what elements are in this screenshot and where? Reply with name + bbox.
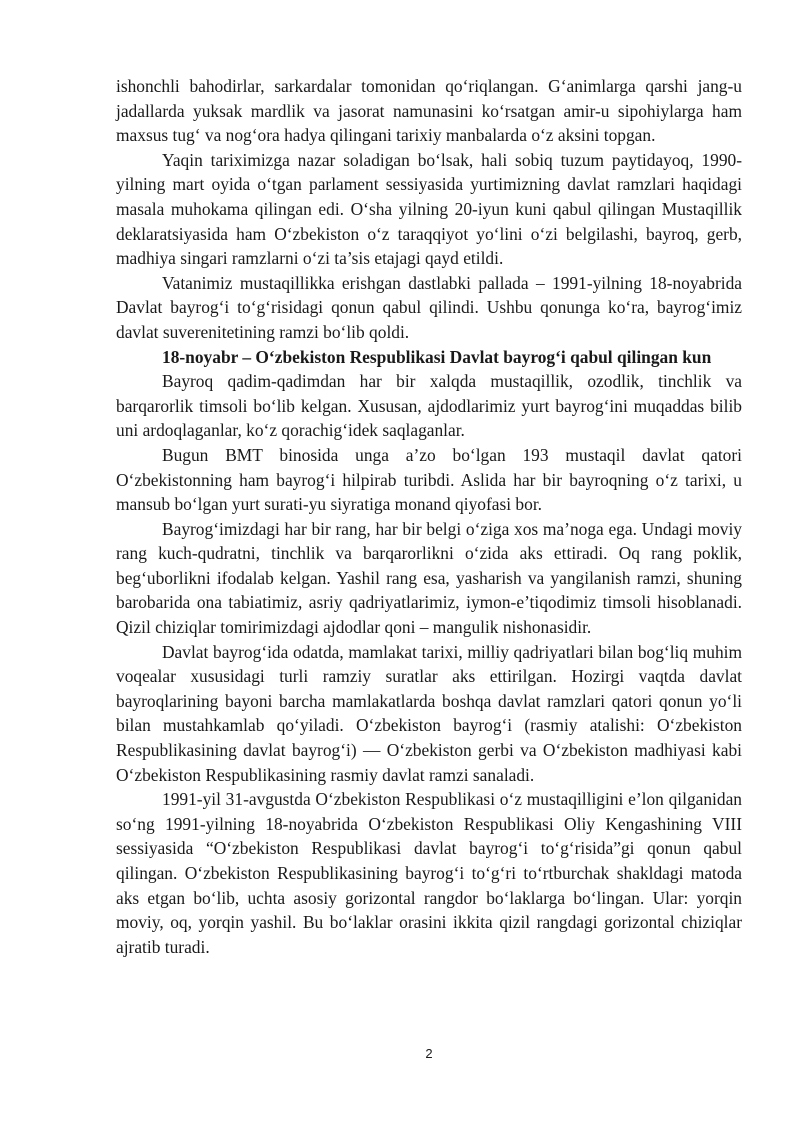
paragraph-continuation: ishonchli bahodirlar, sarkardalar tomonidan qo‘riqlangan. G‘animlarga qarshi jang-u jadallarda yuksak mardlik va jasorat namunasini ko‘rsatgan amir-u sipohiylarga ham maxsus tug‘ va nog‘ora hadya qilingani tarixiy manbalarda o‘z aksini topgan.: [116, 76, 742, 146]
document-page: [116, 74, 742, 959]
paragraph-independence-law: Vatanimiz mustaqillikka erishgan dastlabki pallada – 1991-yilning 18-noyabrida Davlat bayrog‘i to‘g‘risidagi qonun qabul qilindi. Ushbu qonunga ko‘ra, bayrog‘imiz davlat suverenitetining ramzi bo‘lib qoldi.: [116, 272, 742, 342]
paragraph-flag-symbol: Bayroq qadim-qadimdan har bir xalqda mustaqillik, ozodlik, tinchlik va barqarorlik timsoli bo‘lib kelgan. Xususan, ajdodlarimiz yurt bayrog‘ini muqaddas bilib uni ardoqlaganlar, ko‘z qorachig‘idek saqlaganlar.: [116, 371, 742, 441]
page-number: 2: [425, 1046, 433, 1061]
paragraph-flag-colors: Bayrog‘imizdagi har bir rang, har bir belgi o‘ziga xos ma’noga ega. Undagi moviy rang kuch-qudratni, tinchlik va barqarorlikni o‘zida aks ettiradi. Oq rang poklik, beg‘uborlikni ifodalab kelgan. Yashil rang esa, yasharish va yangilanish ramzi, shuning barobarida ona tabiatimiz, asriy qadriyatlarimiz, iymon-e’tiqodimiz timsoli hisoblanadi. Qizil chiziqlar tomirimizdagi ajdodlar qoni – mangulik nishonasidir.: [116, 518, 742, 638]
paragraph-un-building: Bugun BMT binosida unga a’zo bo‘lgan 193 mustaqil davlat qatori O‘zbekistonning ham bayrog‘i hilpirab turibdi. Aslida har bir bayroqning o‘z tarixi, u mansub bo‘lgan yurt surati-yu siyratiga monand qiyofasi bor.: [116, 444, 742, 515]
section-heading-flag-day: 18-noyabr – O‘zbekiston Respublikasi Davlat bayrog‘i qabul qilingan kun: [162, 346, 712, 367]
paragraph-flag-description: 1991-yil 31-avgustda O‘zbekiston Respublikasi o‘z mustaqilligini e’lon qilganidan so‘ng 1991-yilning 18-noyabrida O‘zbekiston Respublikasi Oliy Kengashining VIII sessiyasida “O‘zbekiston Respublikasi davlat bayrog‘i to‘g‘risida”gi qonun qabul qilingan. O‘zbekiston Respublikasining bayrog‘i to‘g‘ri to‘rtburchak shakldagi matoda aks etgan bo‘lib, uchta asosiy gorizontal rangdor bo‘laklarga bo‘lingan. Ular: yorqin moviy, oq, yorqin yashil. Bu bo‘laklar orasini ikkita qizil rangdagi gorizontal chiziqlar ajratib turadi.: [116, 789, 742, 957]
paragraph-recent-history: Yaqin tariximizga nazar soladigan bo‘lsak, hali sobiq tuzum paytidayoq, 1990-yilning mart oyida o‘tgan parlament sessiyasida yurtimizning davlat ramzlari haqidagi masala muhokama qilingan edi. O‘sha yilning 20-iyun kuni qabul qilingan Mustaqillik deklaratsiyasida ham O‘zbekiston o‘z taraqqiyot yo‘lini o‘zi belgilashi, bayroq, gerb, madhiya singari ramzlarni o‘zi ta’sis etajagi qayd etildi.: [116, 149, 742, 269]
paragraph-state-symbols: Davlat bayrog‘ida odatda, mamlakat tarixi, milliy qadriyatlari bilan bog‘liq muhim voqealar xususidagi turli ramziy suratlar aks ettirilgan. Hozirgi vaqtda davlat bayroqlarining bayoni barcha mamlakatlarda boshqa davlat ramzlari qatori qonun yo‘li bilan mustahkamlab qo‘yiladi. O‘zbekiston bayrog‘i (rasmiy atalishi: O‘zbekiston Respublikasining davlat bayrog‘i) — O‘zbekiston gerbi va O‘zbekiston madhiyasi kabi O‘zbekiston Respublikasining rasmiy davlat ramzi sanaladi.: [116, 641, 742, 785]
